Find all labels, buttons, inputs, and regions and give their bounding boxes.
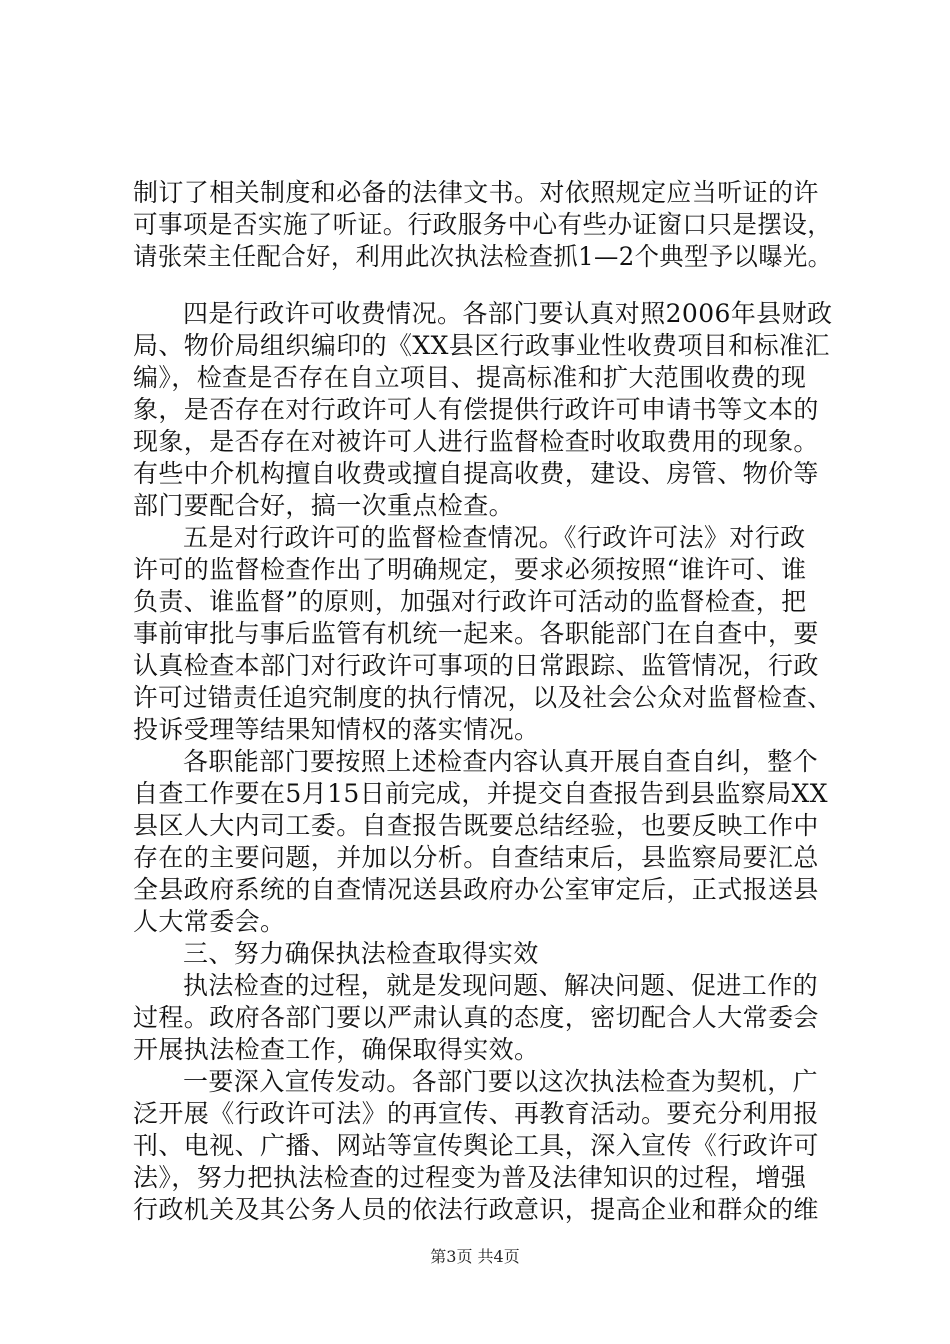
- text-line: 许可的监督检查作出了明确规定，要求必须按照“谁许可、谁: [133, 555, 807, 584]
- text-line: 刊、电视、广播、网站等宣传舆论工具，深入宣传《行政许可: [133, 1131, 819, 1160]
- paragraph-start: 执法检查的过程，就是发现问题、解决问题、促进工作的: [183, 971, 819, 1000]
- text-line: 可事项是否实施了听证。行政服务中心有些办证窗口只是摆设，: [133, 210, 833, 239]
- text-line: 法》，努力把执法检查的过程变为普及法律知识的过程，增强: [133, 1163, 807, 1192]
- text-line: 编》，检查是否存在自立项目、提高标准和扩大范围收费的现: [133, 363, 807, 392]
- text-line: 全县政府系统的自查情况送县政府办公室审定后，正式报送县: [133, 875, 819, 904]
- page-number: 第3页 共4页: [430, 1247, 520, 1266]
- text-line: 现象，是否存在对被许可人进行监督检查时收取费用的现象。: [133, 427, 819, 456]
- text-line: 部门要配合好，搞一次重点检查。: [133, 491, 515, 520]
- text-line: 开展执法检查工作，确保取得实效。: [133, 1035, 540, 1064]
- text-line: 局、物价局组织编印的《XX县区行政事业性收费项目和标准汇: [133, 331, 830, 360]
- text-line: 制订了相关制度和必备的法律文书。对依照规定应当听证的许: [133, 178, 819, 207]
- text-line: 象，是否存在对行政许可人有偿提供行政许可申请书等文本的: [133, 395, 819, 424]
- text-line: 请张荣主任配合好，利用此次执法检查抓1—2个典型予以曝光。: [133, 242, 833, 271]
- paragraph-start: 四是行政许可收费情况。各部门要认真对照2006年县财政: [183, 299, 833, 328]
- text-line: 认真检查本部门对行政许可事项的日常跟踪、监管情况，行政: [133, 651, 819, 680]
- text-line: 过程。政府各部门要以严肃认真的态度，密切配合人大常委会: [133, 1003, 819, 1032]
- text-line: 行政机关及其公务人员的依法行政意识，提高企业和群众的维: [133, 1195, 819, 1224]
- text-line: 人大常委会。: [133, 907, 286, 936]
- paragraph-start: 各职能部门要按照上述检查内容认真开展自查自纠，整个: [183, 747, 819, 776]
- text-line: 存在的主要问题，并加以分析。自查结束后，县监察局要汇总: [133, 843, 819, 872]
- text-line: 事前审批与事后监管有机统一起来。各职能部门在自查中，要: [133, 619, 819, 648]
- text-line: 投诉受理等结果知情权的落实情况。: [133, 715, 540, 744]
- section-heading: 三、努力确保执法检查取得实效: [183, 939, 539, 968]
- text-line: 县区人大内司工委。自查报告既要总结经验，也要反映工作中: [133, 811, 819, 840]
- text-line: 泛开展《行政许可法》的再宣传、再教育活动。要充分利用报: [133, 1099, 819, 1128]
- paragraph-start: 一要深入宣传发动。各部门要以这次执法检查为契机，广: [183, 1067, 819, 1096]
- text-line: 负责、谁监督”的原则，加强对行政许可活动的监督检查，把: [133, 587, 807, 616]
- text-line: 许可过错责任追究制度的执行情况，以及社会公众对监督检查、: [133, 683, 833, 712]
- text-line: 有些中介机构擅自收费或擅自提高收费，建设、房管、物价等: [133, 459, 819, 488]
- paragraph-start: 五是对行政许可的监督检查情况。《行政许可法》对行政: [183, 523, 806, 552]
- text-line: 自查工作要在5月15日前完成，并提交自查报告到县监察局XX: [133, 779, 828, 808]
